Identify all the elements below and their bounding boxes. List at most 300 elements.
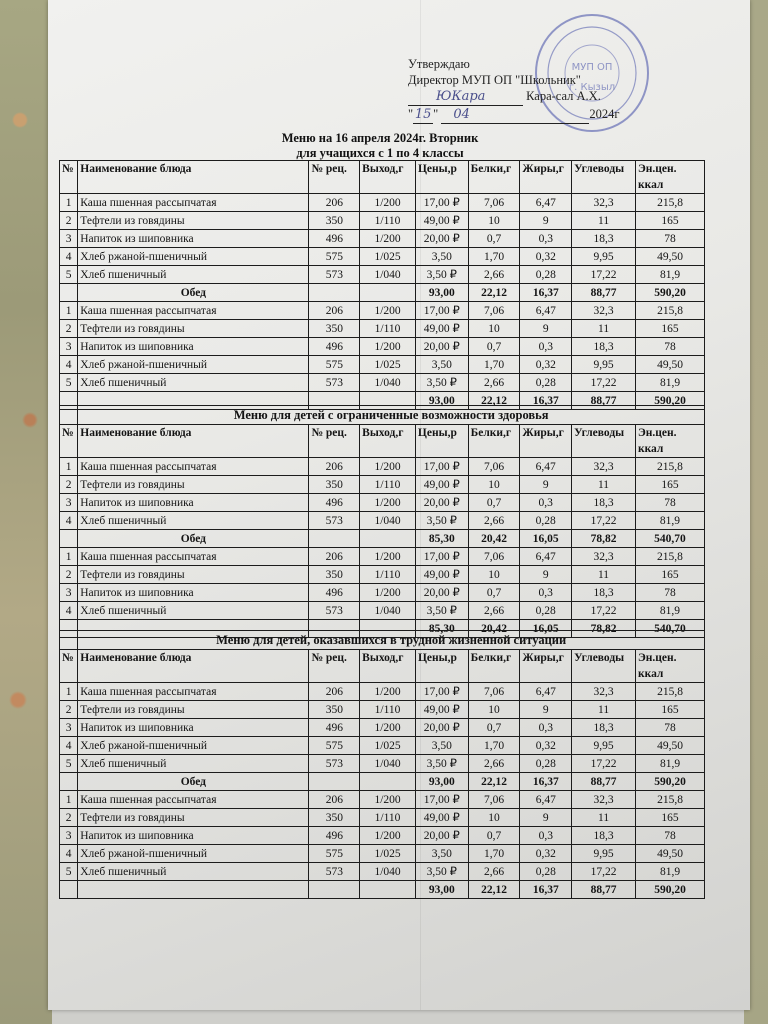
- total-row: [60, 284, 705, 302]
- total-value: 88,77: [572, 881, 636, 899]
- column-header: Выход,г: [360, 425, 416, 458]
- approval-date: " 15 " 04 2024г: [408, 107, 620, 122]
- column-header: № рец.: [309, 425, 360, 458]
- column-header: Белки,г: [468, 161, 520, 194]
- dish-value: 1,70: [468, 248, 520, 266]
- dish-value: 350: [309, 320, 360, 338]
- empty-cell: [309, 773, 360, 791]
- dish-value: 1/040: [360, 266, 416, 284]
- column-header: № рец.: [309, 650, 360, 683]
- dish-value: 1/110: [360, 212, 416, 230]
- empty-cell: [360, 773, 416, 791]
- dish-row: [60, 863, 705, 881]
- dish-row: [60, 827, 705, 845]
- dish-value: 49,00 ₽: [415, 566, 468, 584]
- column-header: Жиры,г: [520, 650, 572, 683]
- dish-value: 49,00 ₽: [415, 701, 468, 719]
- dish-value: 1/200: [360, 230, 416, 248]
- dish-row: [60, 338, 705, 356]
- dish-value: 17,22: [572, 512, 636, 530]
- dish-value: 0,3: [520, 584, 572, 602]
- dish-value: 1/110: [360, 320, 416, 338]
- total-row: [60, 773, 705, 791]
- total-value: 590,20: [636, 392, 705, 410]
- total-value: 16,37: [520, 881, 572, 899]
- dish-value: 573: [309, 863, 360, 881]
- dish-value: 9: [520, 809, 572, 827]
- total-value: 22,12: [468, 773, 520, 791]
- dish-value: 165: [636, 809, 705, 827]
- dish-name: Тефтели из говядины: [78, 320, 309, 338]
- dish-name: Напиток из шиповника: [78, 230, 309, 248]
- dish-name: Тефтели из говядины: [78, 701, 309, 719]
- dish-value: 78: [636, 827, 705, 845]
- dish-value: 49,00 ₽: [415, 809, 468, 827]
- dish-row: [60, 266, 705, 284]
- section-label-lunch: Обед: [78, 284, 309, 302]
- column-header: Эн.цен. ккал: [636, 650, 705, 683]
- total-value: 16,05: [520, 620, 572, 638]
- column-header: Цены,р: [415, 425, 468, 458]
- total-value: 88,77: [572, 392, 636, 410]
- dish-value: 496: [309, 230, 360, 248]
- approve-label: Утверждаю: [408, 57, 470, 71]
- total-value: 16,37: [520, 773, 572, 791]
- empty-cell: [360, 530, 416, 548]
- dish-value: 1/200: [360, 338, 416, 356]
- dish-value: 3: [60, 338, 78, 356]
- dish-name: Хлеб ржаной-пшеничный: [78, 248, 309, 266]
- dish-value: 17,22: [572, 602, 636, 620]
- dish-value: 81,9: [636, 755, 705, 773]
- total-value: 590,20: [636, 773, 705, 791]
- dish-value: 0,28: [520, 602, 572, 620]
- dish-value: 5: [60, 374, 78, 392]
- total-value: 78,82: [572, 530, 636, 548]
- svg-text:г. Кызыл: г. Кызыл: [568, 82, 616, 93]
- date-day: 15: [414, 107, 432, 122]
- dish-value: 215,8: [635, 548, 704, 566]
- dish-value: 0,7: [468, 338, 520, 356]
- approval-block: [408, 56, 619, 124]
- dish-value: 0,28: [520, 512, 572, 530]
- dish-name: Напиток из шиповника: [78, 494, 309, 512]
- dish-value: 7,06: [468, 458, 520, 476]
- column-header: Цены,р: [415, 161, 468, 194]
- empty-cell: [309, 530, 360, 548]
- background-tablecloth-left: [0, 0, 52, 1024]
- dish-row: [60, 602, 705, 620]
- dish-name: Хлеб пшеничный: [78, 374, 309, 392]
- column-header: Углеводы: [572, 650, 636, 683]
- dish-value: 350: [309, 212, 360, 230]
- header-row: [60, 425, 705, 458]
- svg-text:МУП ОП: МУП ОП: [571, 62, 613, 73]
- dish-value: 575: [309, 845, 360, 863]
- dish-value: 0,7: [468, 584, 520, 602]
- total-value: 16,37: [520, 284, 572, 302]
- dish-value: 1: [60, 302, 78, 320]
- dish-value: 5: [60, 266, 78, 284]
- dish-row: [60, 458, 705, 476]
- dish-row: [60, 566, 705, 584]
- dish-name: Напиток из шиповника: [78, 338, 309, 356]
- dish-value: 1/025: [360, 248, 416, 266]
- dish-value: 206: [309, 302, 360, 320]
- dish-name: Напиток из шиповника: [78, 827, 309, 845]
- dish-value: 7,06: [468, 791, 520, 809]
- dish-value: 17,00 ₽: [415, 548, 468, 566]
- dish-value: 3,50 ₽: [415, 602, 468, 620]
- dish-value: 49,00 ₽: [415, 212, 468, 230]
- dish-value: 78: [636, 719, 705, 737]
- total-value: 16,05: [520, 530, 572, 548]
- dish-value: 9: [520, 320, 572, 338]
- dish-row: [60, 194, 705, 212]
- table-caption: Меню для детей с ограниченные возможности здоровья: [78, 406, 705, 425]
- dish-value: 49,00 ₽: [415, 320, 468, 338]
- dish-value: 165: [636, 701, 705, 719]
- dish-value: 1/200: [360, 494, 416, 512]
- empty-cell: [60, 406, 78, 425]
- dish-value: 1/200: [360, 584, 416, 602]
- dish-value: 0,32: [520, 356, 572, 374]
- dish-value: 10: [468, 809, 520, 827]
- dish-value: 5: [60, 863, 78, 881]
- dish-value: 206: [309, 458, 360, 476]
- column-header: Эн.цен. ккал: [636, 161, 705, 194]
- dish-value: 32,3: [572, 458, 636, 476]
- dish-value: 215,8: [635, 458, 704, 476]
- total-value: 20,42: [468, 620, 520, 638]
- header-row: [60, 161, 705, 194]
- dish-value: 496: [309, 719, 360, 737]
- dish-value: 6,47: [520, 683, 572, 701]
- dish-value: 18,3: [572, 230, 636, 248]
- dish-value: 9: [520, 476, 572, 494]
- dish-value: 1/110: [360, 476, 416, 494]
- dish-value: 1,70: [468, 845, 520, 863]
- total-value: 22,12: [468, 392, 520, 410]
- total-value: 20,42: [468, 530, 520, 548]
- dish-value: 20,00 ₽: [415, 584, 468, 602]
- dish-value: 0,7: [468, 230, 520, 248]
- dish-value: 6,47: [520, 791, 572, 809]
- dish-name: Напиток из шиповника: [78, 719, 309, 737]
- dish-value: 575: [309, 737, 360, 755]
- dish-value: 9: [520, 566, 572, 584]
- header-row: [60, 650, 705, 683]
- dish-value: 49,50: [636, 845, 705, 863]
- total-row: [60, 881, 705, 899]
- total-value: 93,00: [415, 392, 468, 410]
- dish-value: 1/200: [360, 548, 416, 566]
- dish-value: 20,00 ₽: [415, 827, 468, 845]
- dish-name: Тефтели из говядины: [78, 566, 309, 584]
- total-row: [60, 530, 705, 548]
- dish-name: Каша пшенная рассыпчатая: [78, 548, 309, 566]
- dish-value: 1/200: [360, 458, 416, 476]
- dish-value: 7,06: [468, 302, 520, 320]
- column-header: Углеводы: [572, 425, 636, 458]
- dish-value: 11: [572, 212, 636, 230]
- dish-value: 4: [60, 248, 78, 266]
- menu-subtitle: для учащихся с 1 по 4 классы: [296, 146, 464, 160]
- dish-value: 350: [309, 476, 360, 494]
- dish-value: 9,95: [572, 845, 636, 863]
- dish-row: [60, 791, 705, 809]
- column-header: Наименование блюда: [78, 650, 309, 683]
- dish-value: 350: [309, 701, 360, 719]
- dish-value: 1: [60, 458, 78, 476]
- dish-value: 20,00 ₽: [415, 494, 468, 512]
- table-caption: Меню для детей, оказавшихся в трудной жизненной ситуации: [78, 631, 705, 650]
- empty-cell: [60, 773, 78, 791]
- dish-value: 0,3: [520, 719, 572, 737]
- dish-value: 3: [60, 827, 78, 845]
- dish-value: 350: [309, 566, 360, 584]
- dish-value: 575: [309, 356, 360, 374]
- dish-value: 0,32: [520, 845, 572, 863]
- dish-value: 2: [60, 476, 78, 494]
- dish-value: 4: [60, 602, 78, 620]
- dish-row: [60, 230, 705, 248]
- dish-value: 1/200: [360, 194, 416, 212]
- dish-value: 206: [309, 548, 360, 566]
- dish-name: Хлеб ржаной-пшеничный: [78, 356, 309, 374]
- empty-cell: [78, 881, 309, 899]
- column-header: №: [60, 650, 78, 683]
- dish-row: [60, 737, 705, 755]
- menu-table-grades-1-4: [59, 160, 705, 410]
- dish-value: 18,3: [572, 719, 636, 737]
- dish-value: 10: [468, 212, 520, 230]
- dish-value: 3,50: [415, 737, 468, 755]
- dish-name: Каша пшенная рассыпчатая: [78, 458, 309, 476]
- dish-value: 0,3: [520, 230, 572, 248]
- dish-value: 17,22: [572, 863, 636, 881]
- dish-value: 11: [572, 566, 636, 584]
- column-header: Белки,г: [468, 650, 520, 683]
- dish-value: 17,00 ₽: [415, 683, 468, 701]
- dish-row: [60, 356, 705, 374]
- dish-value: 0,28: [520, 266, 572, 284]
- dish-row: [60, 512, 705, 530]
- dish-value: 4: [60, 737, 78, 755]
- dish-value: 6,47: [520, 194, 572, 212]
- empty-cell: [309, 284, 360, 302]
- dish-name: Каша пшенная рассыпчатая: [78, 791, 309, 809]
- dish-value: 9,95: [572, 248, 636, 266]
- dish-value: 0,28: [520, 374, 572, 392]
- dish-name: Хлеб ржаной-пшеничный: [78, 845, 309, 863]
- dish-row: [60, 320, 705, 338]
- menu-table-limited-health: [59, 405, 705, 638]
- dish-value: 2,66: [468, 512, 520, 530]
- dish-value: 1: [60, 194, 78, 212]
- dish-name: Каша пшенная рассыпчатая: [78, 683, 309, 701]
- dish-value: 496: [309, 338, 360, 356]
- dish-value: 3,50: [415, 845, 468, 863]
- dish-value: 18,3: [572, 827, 636, 845]
- dish-value: 1/040: [360, 374, 416, 392]
- menu-table-difficult-situation: [59, 630, 705, 899]
- dish-value: 81,9: [636, 266, 705, 284]
- total-value: 22,12: [468, 881, 520, 899]
- column-header: №: [60, 161, 78, 194]
- dish-value: 1/110: [360, 809, 416, 827]
- total-value: 88,77: [572, 284, 636, 302]
- dish-value: 1/200: [360, 719, 416, 737]
- dish-value: 5: [60, 755, 78, 773]
- date-month: 04: [441, 107, 589, 124]
- dish-value: 2,66: [468, 602, 520, 620]
- dish-row: [60, 701, 705, 719]
- dish-value: 573: [309, 755, 360, 773]
- dish-value: 496: [309, 584, 360, 602]
- dish-row: [60, 548, 705, 566]
- dish-name: Напиток из шиповника: [78, 584, 309, 602]
- dish-row: [60, 374, 705, 392]
- dish-value: 49,50: [636, 248, 705, 266]
- column-header: Наименование блюда: [78, 161, 309, 194]
- total-value: 590,20: [636, 284, 705, 302]
- dish-value: 3,50 ₽: [415, 512, 468, 530]
- dish-value: 350: [309, 809, 360, 827]
- dish-value: 215,8: [636, 683, 705, 701]
- dish-name: Хлеб ржаной-пшеничный: [78, 737, 309, 755]
- dish-value: 10: [468, 320, 520, 338]
- dish-value: 81,9: [636, 863, 705, 881]
- dish-value: 49,50: [636, 356, 705, 374]
- total-value: 93,00: [415, 284, 468, 302]
- dish-value: 1/025: [360, 356, 416, 374]
- dish-value: 10: [468, 566, 520, 584]
- column-header: Цены,р: [415, 650, 468, 683]
- dish-row: [60, 584, 705, 602]
- dish-value: 206: [309, 791, 360, 809]
- total-value: 93,00: [415, 881, 468, 899]
- dish-value: 1/040: [360, 602, 416, 620]
- dish-name: Хлеб пшеничный: [78, 863, 309, 881]
- dish-value: 1/110: [360, 566, 416, 584]
- dish-value: 3,50 ₽: [415, 266, 468, 284]
- dish-value: 1/200: [360, 791, 416, 809]
- dish-value: 0,3: [520, 827, 572, 845]
- dish-value: 6,47: [520, 302, 572, 320]
- column-header: Белки,г: [468, 425, 520, 458]
- column-header: № рец.: [309, 161, 360, 194]
- dish-value: 1: [60, 683, 78, 701]
- dish-name: Каша пшенная рассыпчатая: [78, 302, 309, 320]
- empty-cell: [309, 881, 360, 899]
- total-value: 88,77: [572, 773, 636, 791]
- total-value: 22,12: [468, 284, 520, 302]
- dish-value: 78: [635, 584, 704, 602]
- dish-value: 3,50 ₽: [415, 374, 468, 392]
- dish-value: 32,3: [572, 302, 636, 320]
- total-value: 540,70: [635, 620, 704, 638]
- dish-value: 0,3: [520, 494, 572, 512]
- dish-value: 10: [468, 701, 520, 719]
- dish-row: [60, 755, 705, 773]
- dish-value: 165: [636, 320, 705, 338]
- dish-value: 1,70: [468, 356, 520, 374]
- dish-value: 0,3: [520, 338, 572, 356]
- dish-value: 49,00 ₽: [415, 476, 468, 494]
- dish-value: 9: [520, 212, 572, 230]
- dish-value: 2,66: [468, 863, 520, 881]
- dish-value: 17,22: [572, 266, 636, 284]
- dish-value: 17,22: [572, 374, 636, 392]
- dish-value: 2: [60, 566, 78, 584]
- total-value: 93,00: [415, 773, 468, 791]
- dish-value: 0,7: [468, 494, 520, 512]
- dish-value: 17,00 ₽: [415, 302, 468, 320]
- dish-value: 78: [635, 494, 704, 512]
- column-header: Выход,г: [360, 161, 416, 194]
- table-caption-row: [60, 406, 705, 425]
- dish-value: 2: [60, 809, 78, 827]
- dish-name: Тефтели из говядины: [78, 212, 309, 230]
- dish-value: 7,06: [468, 194, 520, 212]
- dish-name: Каша пшенная рассыпчатая: [78, 194, 309, 212]
- dish-value: 0,7: [468, 827, 520, 845]
- dish-value: 78: [636, 338, 705, 356]
- dish-row: [60, 683, 705, 701]
- dish-row: [60, 302, 705, 320]
- dish-value: 6,47: [520, 458, 572, 476]
- dish-value: 573: [309, 266, 360, 284]
- total-value: 16,37: [520, 392, 572, 410]
- dish-value: 1,70: [468, 737, 520, 755]
- dish-value: 81,9: [635, 512, 704, 530]
- dish-value: 78: [636, 230, 705, 248]
- dish-value: 9,95: [572, 356, 636, 374]
- date-year: 2024г: [589, 107, 620, 121]
- dish-value: 2,66: [468, 374, 520, 392]
- dish-row: [60, 845, 705, 863]
- director-name: Кара-сал А.Х.: [526, 89, 601, 103]
- column-header: Углеводы: [572, 161, 636, 194]
- dish-value: 0,32: [520, 248, 572, 266]
- dish-value: 32,3: [572, 791, 636, 809]
- empty-cell: [60, 631, 78, 650]
- dish-value: 0,28: [520, 863, 572, 881]
- dish-value: 3: [60, 584, 78, 602]
- total-value: 78,82: [572, 620, 636, 638]
- empty-cell: [60, 530, 78, 548]
- dish-value: 9: [520, 701, 572, 719]
- dish-value: 3,50 ₽: [415, 863, 468, 881]
- column-header: Эн.цен. ккал: [635, 425, 704, 458]
- dish-value: 32,3: [572, 683, 636, 701]
- dish-value: 1/025: [360, 845, 416, 863]
- empty-cell: [360, 284, 416, 302]
- dish-value: 81,9: [636, 374, 705, 392]
- dish-value: 4: [60, 845, 78, 863]
- dish-value: 49,50: [636, 737, 705, 755]
- dish-name: Хлеб пшеничный: [78, 512, 309, 530]
- total-value: 590,20: [636, 881, 705, 899]
- dish-value: 2: [60, 701, 78, 719]
- dish-value: 18,3: [572, 494, 636, 512]
- dish-value: 32,3: [572, 548, 636, 566]
- dish-value: 2: [60, 320, 78, 338]
- dish-value: 20,00 ₽: [415, 338, 468, 356]
- dish-value: 0,7: [468, 719, 520, 737]
- dish-value: 206: [309, 683, 360, 701]
